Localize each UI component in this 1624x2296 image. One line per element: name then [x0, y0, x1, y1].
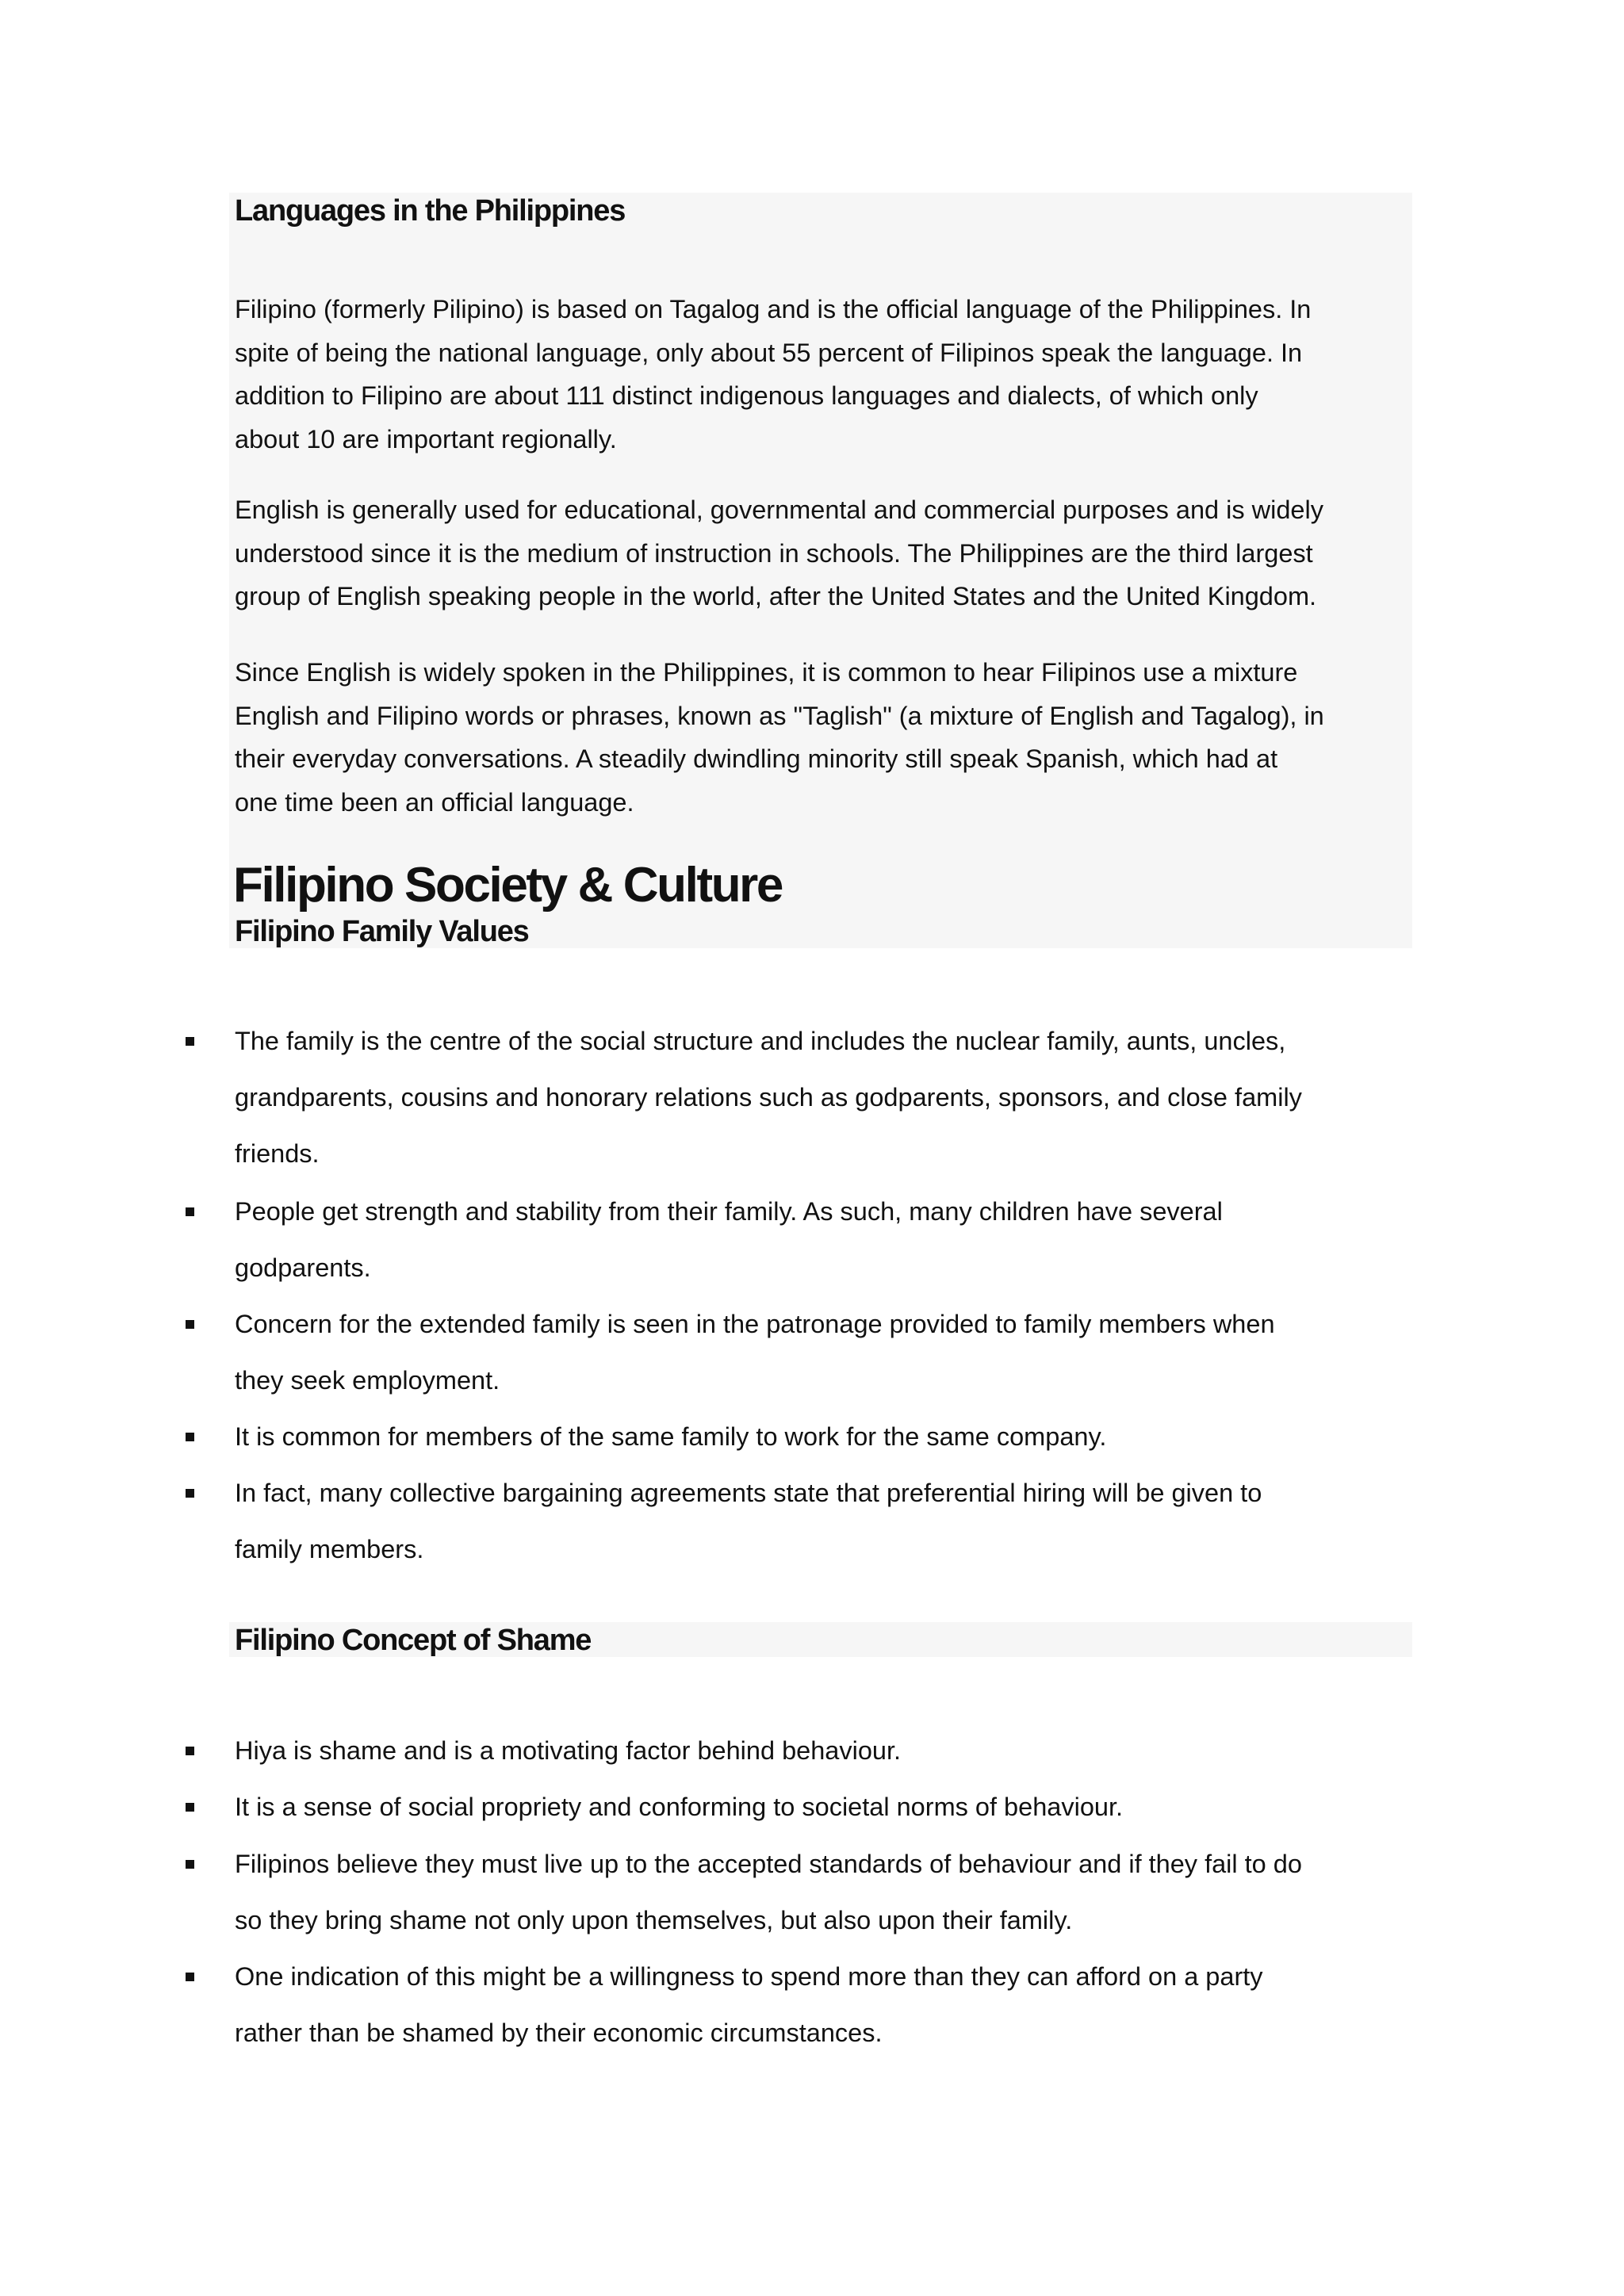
list-item-line: In fact, many collective bargaining agreements state that preferential hiring will be given to	[235, 1479, 1262, 1507]
bullet-icon	[186, 1320, 194, 1329]
paragraph-line: English and Filipino words or phrases, known as "Taglish" (a mixture of English and Tagalog), in	[235, 701, 1324, 730]
languages-paragraph-3	[235, 651, 1416, 824]
bullet-icon	[186, 1037, 194, 1046]
paragraph-line: about 10 are important regionally.	[235, 424, 617, 453]
paragraph-line: one time been an official language.	[235, 787, 634, 817]
family-values-heading: Filipino Family Values	[235, 915, 529, 948]
languages-paragraph-1	[235, 288, 1416, 461]
bullet-icon	[186, 1207, 194, 1216]
bullet-icon	[186, 1747, 194, 1755]
shame-heading: Filipino Concept of Shame	[235, 1624, 592, 1657]
paragraph-line: addition to Filipino are about 111 distinct indigenous languages and dialects, of which only	[235, 381, 1258, 410]
bullet-icon	[186, 1489, 194, 1498]
languages-paragraph-2	[235, 488, 1416, 618]
paragraph-line: Since English is widely spoken in the Philippines, it is common to hear Filipinos use a mixture	[235, 658, 1298, 687]
list-item	[235, 1836, 1424, 1949]
paragraph-line: English is generally used for educational, governmental and commercial purposes and is widely	[235, 496, 1323, 524]
list-item-line: they seek employment.	[235, 1366, 500, 1395]
list-item-line: One indication of this might be a willingness to spend more than they can afford on a party	[235, 1962, 1263, 1991]
list-item-line: People get strength and stability from their family. As such, many children have several	[235, 1197, 1223, 1226]
list-item	[235, 1465, 1424, 1578]
list-item-line: rather than be shamed by their economic circumstances.	[235, 2019, 883, 2047]
bullet-icon	[186, 1860, 194, 1869]
society-title: Filipino Society & Culture	[233, 858, 782, 913]
paragraph-line: understood since it is the medium of instruction in schools. The Philippines are the third largest	[235, 538, 1313, 568]
list-item	[235, 1296, 1424, 1409]
list-item-line: It is common for members of the same family to work for the same company.	[235, 1422, 1107, 1451]
list-item-line: It is a sense of social propriety and conforming to societal norms of behaviour.	[235, 1793, 1124, 1821]
list-item-line: Filipinos believe they must live up to the accepted standards of behaviour and if they fail to do	[235, 1850, 1302, 1878]
bullet-icon	[186, 1973, 194, 1981]
paragraph-line: spite of being the national language, only about 55 percent of Filipinos speak the language. In	[235, 338, 1303, 367]
list-item-line: friends.	[235, 1139, 320, 1168]
list-item	[235, 1779, 1424, 1835]
list-item	[235, 1723, 1424, 1779]
list-item	[235, 1409, 1424, 1465]
bullet-icon	[186, 1433, 194, 1441]
list-item	[235, 1184, 1424, 1296]
list-item-line: Hiya is shame and is a motivating factor behind behaviour.	[235, 1736, 902, 1765]
paragraph-line: group of English speaking people in the world, after the United States and the United Kingdom.	[235, 582, 1317, 610]
list-item-line: Concern for the extended family is seen in the patronage provided to family members when	[235, 1310, 1275, 1338]
bullet-icon	[186, 1803, 194, 1812]
list-item-line: family members.	[235, 1535, 424, 1563]
list-item-line: so they bring shame not only upon themselves, but also upon their family.	[235, 1906, 1073, 1934]
paragraph-line: their everyday conversations. A steadily dwindling minority still speak Spanish, which had at	[235, 744, 1278, 773]
list-item-line: grandparents, cousins and honorary relations such as godparents, sponsors, and close family	[235, 1083, 1302, 1112]
list-item	[235, 1013, 1424, 1182]
languages-heading: Languages in the Philippines	[235, 194, 626, 228]
list-item-line: The family is the centre of the social structure and includes the nuclear family, aunts, uncles,	[235, 1027, 1286, 1055]
list-item-line: godparents.	[235, 1253, 371, 1282]
paragraph-line: Filipino (formerly Pilipino) is based on Tagalog and is the official language of the Philippines. In	[235, 295, 1312, 323]
list-item	[235, 1949, 1424, 2061]
